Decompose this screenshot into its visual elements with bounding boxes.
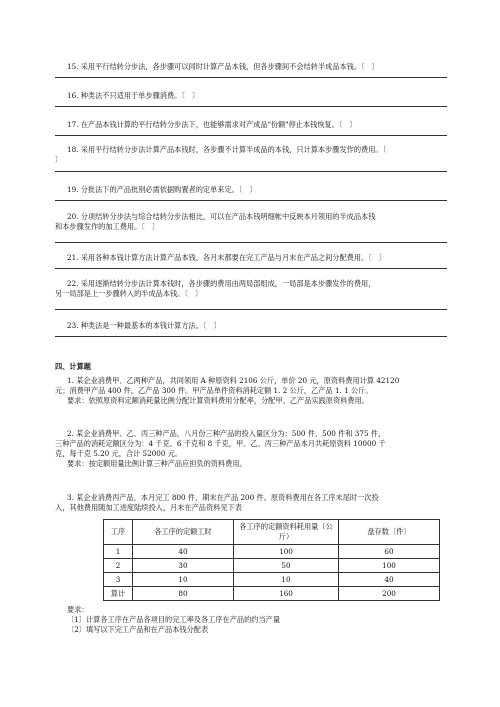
table-cell: 50 xyxy=(234,559,339,573)
table-header-row xyxy=(104,520,440,545)
table-row xyxy=(104,545,440,559)
requirement-item: 〔1〕计算各工序在产品各项目的完工率及各工序在产品的约当产量 xyxy=(67,615,281,624)
question-18-line-1: 18. 采用平行结转分步法计算产品本钱时，各步骤不计算半成品的本钱，只计算本步骤发作的费用。〔 xyxy=(67,145,387,154)
question-16 xyxy=(55,91,447,101)
question-23 xyxy=(55,321,447,331)
requirement-item: 〔2〕填写以下完工产品和在产品本钱分配表 xyxy=(67,625,209,634)
table-row xyxy=(104,587,440,601)
question-20-line-1: 20. 分项结转分步法与综合结转分步法相比，可以在产品本钱明细帐中反映本月领用的半成品本钱 xyxy=(67,212,376,221)
table-cell: 100 xyxy=(339,559,440,573)
table-cell: 200 xyxy=(339,587,440,601)
question-22-line-1: 22. 采用逐渐结转分步法计算本钱时，各步骤的费用由两局部组成，一局部是本步骤发作的费用， xyxy=(67,279,376,288)
table-cell: 10 xyxy=(133,573,234,587)
table-header-cell: 盘存数〔件〕 xyxy=(339,520,440,545)
calc-problem-1 xyxy=(55,376,455,406)
question-17-line-1: 17. 在产品本钱计算的平行结转分步法下，也能够需求对产成品"份额"停止本钱恢复。〔 〕 xyxy=(67,120,357,129)
question-15-line-1: 15. 采用平行结转分步法，各步骤可以同时计算产品本钱，但各步骤间不会结转半成品本钱。〔 〕 xyxy=(67,62,379,71)
calc-1-line-3: 要求：依照原资料定额消耗量比例分配计算资料费用分配率，分配甲、乙产品实践原资料费用。 xyxy=(67,396,369,405)
question-19 xyxy=(55,185,447,195)
divider xyxy=(55,106,447,107)
calc-problem-3 xyxy=(55,493,455,513)
requirements-title: 要求： xyxy=(67,605,89,614)
question-21-line-1: 21. 采用各种本钱计算方法计算产品本钱，各月末都要在完工产品与月末在产品之间分配费用。〔 〕 xyxy=(67,253,387,262)
question-22 xyxy=(55,279,447,299)
section-title: 四、计算题 xyxy=(55,362,91,371)
divider xyxy=(55,268,447,269)
table-cell: 80 xyxy=(133,587,234,601)
calc-2-line-2: 三种产品的消耗定额区分为：4 千克、6 千克和 8 千克，甲、乙、丙三种产品本月共耗原资料 10000 千 xyxy=(55,439,386,448)
table-cell: 160 xyxy=(234,587,339,601)
question-17 xyxy=(55,120,447,130)
table-header-cell: 工序 xyxy=(104,520,133,545)
table-header-cell: 各工序的定额资料耗用量（公斤） xyxy=(234,520,339,545)
divider xyxy=(55,336,447,337)
question-15 xyxy=(55,62,447,72)
question-16-line-1: 16. 种类法不只适用于单步骤消费。〔 〕 xyxy=(67,91,200,100)
calc-1-line-1: 1. 某企业消费甲、乙两种产品，共同领用 A 种原资料 2106 公斤，单价 20 元，原资料费用计算 42120 xyxy=(67,376,400,385)
table-cell: 40 xyxy=(339,573,440,587)
table-cell: 100 xyxy=(234,545,339,559)
calc-3-line-1: 3. 某企业消费丙产品，本月完工 800 件，期末在产品 200 件。原资料费用在各工序末尾时一次投 xyxy=(67,493,379,502)
question-23-line-1: 23. 种类法是一种最基本的本钱计算方法。〔 〕 xyxy=(67,321,221,330)
table-row xyxy=(104,573,440,587)
calc-2-line-1: 2. 某企业消费甲、乙、丙三种产品，八月份三种产品的投入量区分为：500 件、500 件和 375 件， xyxy=(67,429,386,438)
table-header-cell: 各工序的定额工时 xyxy=(133,520,234,545)
question-21 xyxy=(55,253,447,263)
divider xyxy=(55,309,447,310)
calc-problem-2 xyxy=(55,429,455,469)
table-cell: 10 xyxy=(234,573,339,587)
table-cell: 1 xyxy=(104,545,133,559)
table-cell: 3 xyxy=(104,573,133,587)
question-22-line-2: 另一局部是上一步骤转入的半成品本钱。〔 〕 xyxy=(55,289,203,298)
question-18-line-2: 〕 xyxy=(55,155,63,164)
question-20 xyxy=(55,212,447,232)
table-cell: 30 xyxy=(133,559,234,573)
calc-3-line-2: 入，其他费用随加工进度陆续投入，月末在产品资料见下表 xyxy=(55,503,242,512)
question-19-line-1: 19. 分批法下的产品批别必需依据购置者的定单来定。〔 〕 xyxy=(67,185,257,194)
divider xyxy=(55,77,447,78)
question-18 xyxy=(55,145,447,165)
table-cell: 60 xyxy=(339,545,440,559)
table-cell: 2 xyxy=(104,559,133,573)
divider xyxy=(55,200,447,201)
wip-table xyxy=(103,519,440,601)
calc-2-line-4: 要求：按定额用量比例计算三种产品应担负的资料费用。 xyxy=(67,459,247,468)
requirements xyxy=(67,605,280,635)
divider xyxy=(55,171,447,172)
calc-2-line-3: 克，每千克 5.20 元，合计 52000 元。 xyxy=(55,449,183,458)
divider xyxy=(55,242,447,243)
divider xyxy=(55,135,447,136)
question-20-line-2: 和本步骤发作的加工费用。〔 〕 xyxy=(55,222,160,231)
table-cell: 40 xyxy=(133,545,234,559)
table-row xyxy=(104,559,440,573)
calc-1-line-2: 元；消费甲产品 400 件，乙产品 300 件。甲产品单件资料消耗定额 1. 2 公斤，乙产品 1. 1 公斤。 xyxy=(55,386,373,395)
table-cell: 算计 xyxy=(104,587,133,601)
